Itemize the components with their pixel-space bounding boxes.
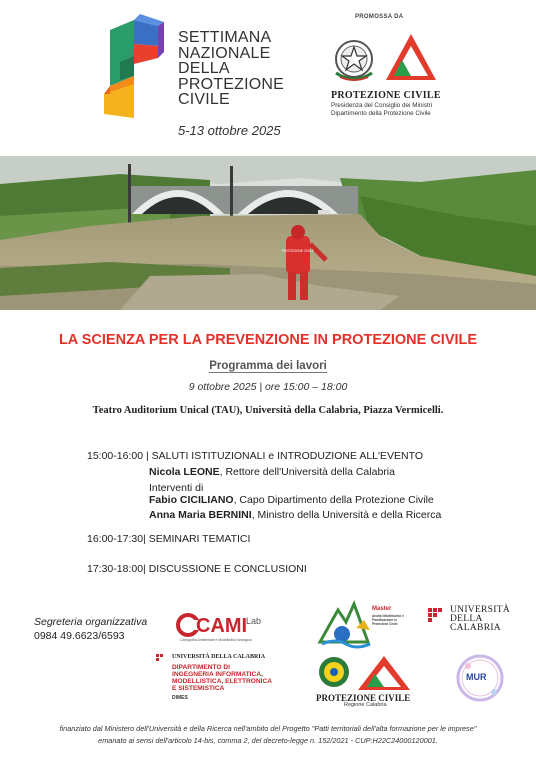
unical-line: DELLA <box>450 614 483 624</box>
program-title <box>0 360 536 372</box>
pc-calabria-title: PROTEZIONE CIVILE <box>316 693 411 703</box>
italian-republic-emblem <box>330 33 378 85</box>
program-date: 9 ottobre 2025 | ore 15:00 – 18:00 <box>188 381 348 393</box>
program-title-text: Programma dei lavori <box>209 360 327 372</box>
pc-subtitle-1: Presidenza del Consiglio dei Ministri <box>331 102 433 109</box>
vest-text: PROTEZIONE CIVILE <box>282 249 314 253</box>
schedule-item-2: 16:00-17:30| SEMINARI TEMATICI <box>87 533 251 545</box>
secretariat-phone: 0984 49.6623/6593 <box>34 630 125 642</box>
title-line: CIVILE <box>178 91 230 108</box>
dimes-mark-icon <box>156 654 170 664</box>
camilab-logo <box>176 608 272 644</box>
event-title <box>178 30 338 108</box>
unical-line: CALABRIA <box>450 623 501 633</box>
speaker-line <box>149 509 441 521</box>
speaker-role: , Ministro della Università e della Ricerca <box>251 509 442 521</box>
unical-logo <box>428 606 518 638</box>
dimes-line: DIPARTIMENTO DI <box>172 664 231 671</box>
protezione-civile-logo <box>384 32 438 84</box>
cami-text: CAMI <box>196 615 248 637</box>
speaker-name: Fabio CICILIANO <box>149 494 234 506</box>
speaker-line <box>149 494 434 506</box>
cami-lab-text: Lab <box>246 616 262 626</box>
dimes-acronym: DIMES <box>172 695 188 701</box>
venue: Teatro Auditorium Unical (TAU), Università della Calabria, Piazza Vermicelli. <box>92 405 444 416</box>
settimana-logo-mark <box>96 14 168 122</box>
speaker-name: Anna Maria BERNINI <box>149 509 252 521</box>
unical-line: UNIVERSITÀ <box>450 605 510 615</box>
title-line: PROTEZIONE <box>178 75 285 93</box>
pc-subtitle-2: Dipartimento della Protezione Civile <box>331 110 431 117</box>
speaker-line <box>149 466 395 478</box>
speaker-role: , Rettore dell'Università della Calabria <box>219 466 395 478</box>
dimes-university: UNIVERSITÀ DELLA CALABRIA <box>172 654 266 660</box>
master-logo <box>316 598 436 652</box>
event-dates: 5-13 ottobre 2025 <box>178 123 281 138</box>
promoted-by-label: PROMOSSA DA <box>355 14 404 20</box>
speaker-name: Nicola LEONE <box>149 466 220 478</box>
schedule-title: SALUTI ISTITUZIONALI e INTRODUZIONE ALL'EVENTO <box>151 450 423 462</box>
title-line: DELLA <box>178 60 230 77</box>
dimes-line: E SISTEMISTICA <box>172 685 225 692</box>
secretariat-label: Segreteria organizzativa <box>34 616 148 628</box>
interventi-label: Interventi di <box>149 482 204 494</box>
flood-photo <box>0 156 536 310</box>
pc-calabria-sub: Regione Calabria <box>344 702 387 708</box>
schedule-time: 15:00-16:00 | <box>87 450 152 462</box>
dimes-logo <box>156 654 286 704</box>
headline: LA SCIENZA PER LA PREVENZIONE IN PROTEZIONE CIVILE <box>58 332 478 348</box>
pc-title: PROTEZIONE CIVILE <box>331 90 441 101</box>
speaker-role: , Capo Dipartimento della Protezione Civile <box>233 494 434 506</box>
master-title: Master <box>372 606 392 612</box>
cami-sub-text: Cartografia Ambientale e Modellistica Idrologica <box>180 638 252 642</box>
funding-note-1: finanziato dal Ministero dell'Università e della Ricerca nell'ambito del Progetto "Patti territoriali dell'alta formazione per le imprese" <box>59 724 477 733</box>
dimes-line: INGEGNERIA INFORMATICA, <box>172 671 263 678</box>
unical-mark-icon <box>428 608 444 626</box>
pc-calabria-emblems-icon <box>316 654 426 692</box>
funding-note-2: emanato ai sensi dell'articolo 14-bis, comma 2, del decreto-legge n. 152/2021 - CUP:H22C24000120001. <box>98 736 438 745</box>
dimes-line: MODELLISTICA, ELETTRONICA <box>172 678 273 685</box>
title-line: SETTIMANA <box>178 29 272 46</box>
mur-text: MUR <box>466 672 487 682</box>
title-line: NAZIONALE <box>178 44 271 62</box>
mur-logo <box>452 652 514 704</box>
schedule-item-3: 17:30-18:00| DISCUSSIONE E CONCLUSIONI <box>87 563 307 575</box>
protezione-civile-calabria-logo <box>316 654 426 706</box>
schedule-item-1 <box>87 450 423 462</box>
master-sub: Analisi Multirischio e Pianificazione in Protezione Civile <box>372 614 404 626</box>
